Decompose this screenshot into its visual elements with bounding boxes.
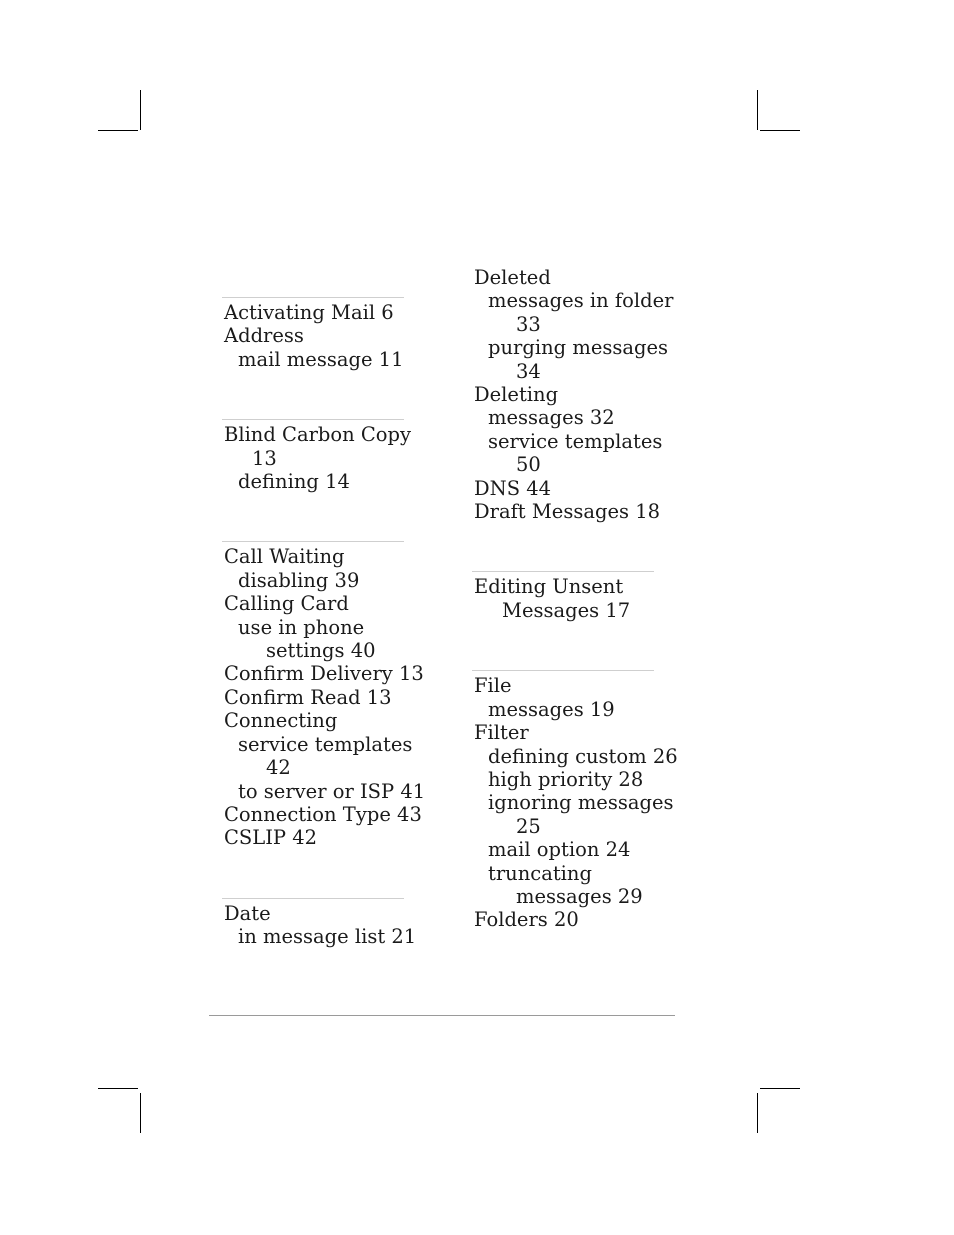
index-subentry: settings 40 (266, 639, 376, 663)
crop-mark-top-right-horizontal (760, 130, 800, 131)
index-column-right (474, 266, 704, 932)
index-section-gap (474, 523, 704, 571)
index-letter-separator (222, 898, 404, 899)
crop-mark-top-right-vertical (757, 90, 758, 130)
index-entry: Deleted (474, 266, 551, 289)
index-subentry: defining custom 26 (488, 744, 678, 768)
index-section-gap (224, 493, 454, 541)
index-letter-separator (472, 571, 654, 572)
index-subentry: purging messages (488, 336, 669, 360)
index-subentry: 50 (516, 453, 541, 477)
crop-mark-bottom-right-horizontal (760, 1088, 800, 1089)
index-subentry: disabling 39 (238, 568, 360, 592)
crop-mark-top-left-vertical (140, 90, 141, 130)
index-entry: Address (224, 324, 304, 348)
index-subentry: mail option 24 (488, 838, 631, 862)
index-subentry: messages 32 (488, 406, 615, 430)
index-subentry: Messages 17 (502, 598, 631, 622)
index-subentry: messages 19 (488, 697, 615, 721)
index-entry: Filter (474, 721, 529, 745)
index-subentry: 25 (516, 814, 541, 838)
crop-mark-bottom-left-horizontal (98, 1088, 138, 1089)
index-letter-separator (222, 297, 404, 298)
index-subentry: messages 29 (516, 884, 643, 908)
index-subentry: ignoring messages (488, 791, 674, 815)
footer-rule (209, 1015, 675, 1016)
crop-mark-bottom-left-vertical (140, 1093, 141, 1133)
index-letter-separator (222, 541, 404, 542)
index-entry: Folders 20 (474, 908, 579, 932)
index-subentry: 13 (252, 446, 277, 470)
index-subentry: truncating (488, 861, 592, 885)
index-entry: Confirm Read 13 (224, 685, 392, 709)
index-entry: Date (224, 901, 271, 925)
index-subentry: mail message 11 (238, 347, 404, 371)
index-subentry: use in phone (238, 615, 365, 639)
index-section-gap (224, 850, 454, 898)
index-entry: Confirm Delivery 13 (224, 662, 424, 686)
index-letter-separator (472, 670, 654, 671)
index-subentry: messages in folder (488, 289, 674, 313)
index-entry: Activating Mail 6 (224, 301, 394, 324)
index-subentry: in message list 21 (238, 925, 417, 949)
index-entry: Draft Messages 18 (474, 500, 661, 524)
index-entry: Calling Card (224, 592, 349, 616)
index-entry: Connection Type 43 (224, 802, 422, 826)
index-subentry: high priority 28 (488, 767, 644, 791)
index-entry: Blind Carbon Copy (224, 423, 412, 447)
crop-mark-bottom-right-vertical (757, 1093, 758, 1133)
index-subentry: 34 (516, 359, 541, 383)
index-subentry: 42 (266, 756, 291, 780)
index-subentry: to server or ISP 41 (238, 779, 426, 803)
index-entry: DNS 44 (474, 476, 552, 500)
index-subentry: defining 14 (238, 470, 350, 494)
index-column-left (224, 297, 454, 949)
index-entry: Call Waiting (224, 545, 345, 569)
index-letter-separator (222, 419, 404, 420)
index-section-gap (224, 371, 454, 419)
index-entry: CSLIP 42 (224, 826, 318, 850)
crop-mark-top-left-horizontal (98, 130, 138, 131)
index-subentry: service templates (238, 732, 413, 756)
index-subentry: 33 (516, 312, 541, 336)
index-entry: Editing Unsent (474, 575, 624, 599)
index-entry: Connecting (224, 709, 338, 733)
index-section-gap (474, 622, 704, 670)
index-entry: Deleting (474, 383, 559, 407)
index-subentry: service templates (488, 429, 663, 453)
index-entry: File (474, 674, 512, 698)
